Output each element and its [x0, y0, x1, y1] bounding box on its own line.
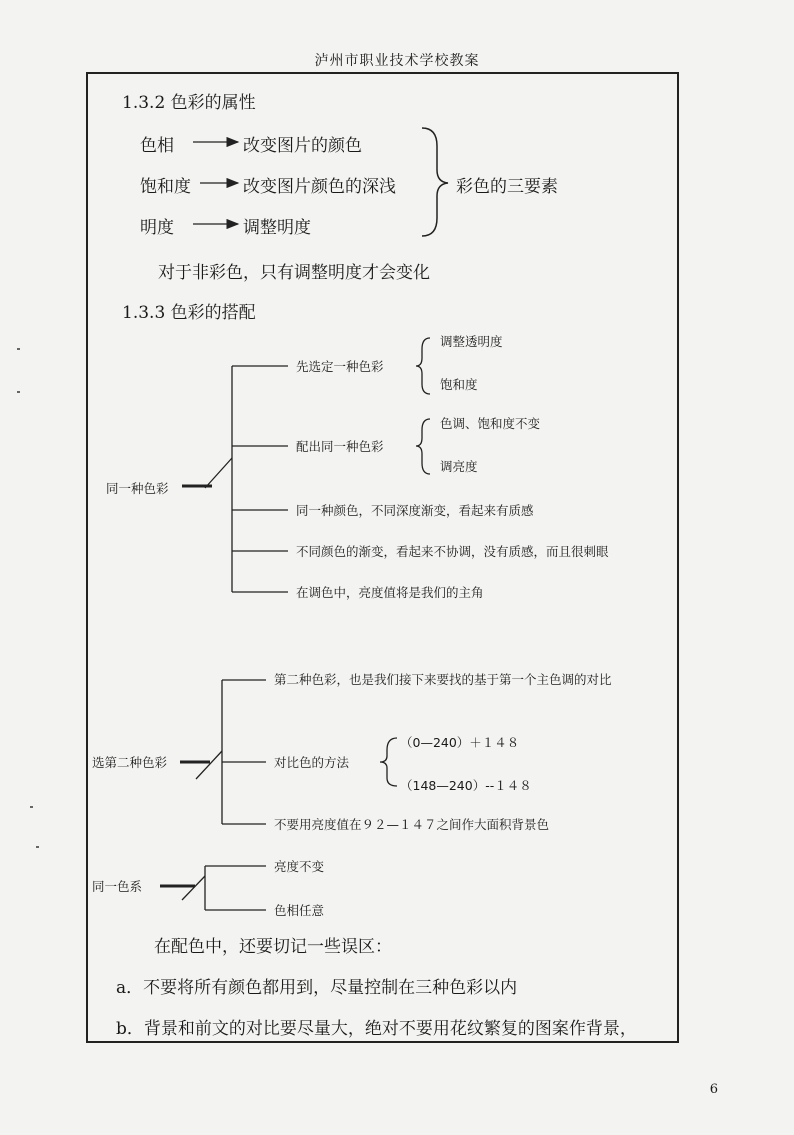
tree-branch: 先选定一种色彩	[296, 359, 384, 374]
list-item: a．不要将所有颜色都用到，尽量控制在三种色彩以内	[116, 978, 518, 998]
tree-sub-item: 饱和度	[440, 377, 478, 392]
page-number: 6	[709, 1082, 718, 1097]
page-header: 泸州市职业技术学校教案	[314, 53, 480, 69]
tree-sub-item: 调亮度	[440, 459, 478, 474]
attribute-term: 饱和度	[140, 177, 191, 197]
attribute-term: 色相	[140, 136, 174, 156]
tree-sub-item: 色调、饱和度不变	[440, 416, 541, 431]
small-brace	[380, 738, 397, 786]
tree-root-same-hue-family: 同一色系	[92, 879, 143, 894]
tree-branch: 配出同一种色彩	[296, 439, 384, 454]
small-brace	[416, 419, 430, 474]
scan-speck	[17, 348, 20, 350]
tree-branch: 不要用亮度值在９２—１４７之间作大面积背景色	[274, 817, 550, 832]
tree-branch: 第二种色彩，也是我们接下来要找的基于第一个主色调的对比	[274, 672, 612, 687]
attribute-desc: 改变图片的颜色	[243, 136, 362, 156]
reminder-text: 在配色中，还要切记一些误区：	[154, 937, 392, 957]
brace	[422, 128, 448, 236]
tree-root-same-color: 同一种色彩	[106, 481, 169, 496]
tree-branch: 不同颜色的渐变，看起来不协调，没有质感，而且很刺眼	[296, 544, 609, 559]
tree-sub-item: （148—240）--１４８	[400, 778, 532, 793]
tree-root-second-color: 选第二种色彩	[92, 755, 168, 770]
tree-sub-item: （0—240）＋１４８	[400, 735, 520, 750]
scan-speck	[36, 846, 39, 848]
note-text: 对于非彩色，只有调整明度才会变化	[158, 263, 430, 283]
attribute-desc: 改变图片颜色的深浅	[243, 177, 396, 197]
brace-label: 彩色的三要素	[456, 177, 558, 197]
section-title-132: 1.3.2 色彩的属性	[122, 93, 256, 113]
section-title-133: 1.3.3 色彩的搭配	[122, 303, 256, 323]
tree-branch: 对比色的方法	[274, 755, 350, 770]
scan-speck	[17, 391, 20, 393]
tree-branch: 同一种颜色，不同深度渐变，看起来有质感	[296, 503, 534, 518]
small-brace	[416, 338, 430, 394]
scan-speck	[30, 806, 33, 808]
tree-branch: 色相任意	[274, 903, 325, 918]
tree-branch: 在调色中，亮度值将是我们的主角	[296, 585, 484, 600]
attribute-term: 明度	[140, 218, 174, 238]
attribute-desc: 调整明度	[243, 218, 311, 238]
list-item: b．背景和前文的对比要尽量大，绝对不要用花纹繁复的图案作背景，	[116, 1019, 637, 1039]
tree-sub-item: 调整透明度	[440, 334, 503, 349]
tree-branch: 亮度不变	[274, 859, 325, 874]
